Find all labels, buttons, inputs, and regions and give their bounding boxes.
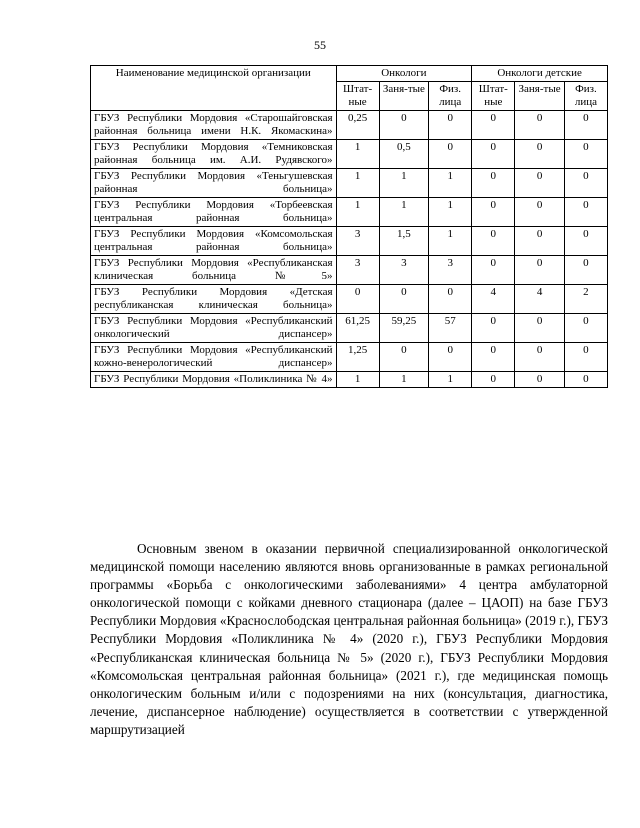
value-cell: 1: [336, 140, 379, 169]
table-row: [91, 111, 608, 140]
value-cell: 0: [515, 372, 565, 388]
staffing-table: [90, 65, 608, 388]
value-cell: 0: [515, 343, 565, 372]
organization-name-cell: ГБУЗ Республики Мордовия «Поликлиника № 4»: [91, 372, 337, 388]
subheader-occupied: Заня-тые: [379, 82, 429, 111]
value-cell: 0: [564, 111, 607, 140]
value-cell: 1,5: [379, 227, 429, 256]
subheader-persons: Физ. лица: [429, 82, 472, 111]
table-row: [91, 169, 608, 198]
organization-name-cell: ГБУЗ Республики Мордовия «Комсомольская центральная районная больница»: [91, 227, 337, 256]
value-cell: 0: [472, 111, 515, 140]
value-cell: 0: [429, 343, 472, 372]
subheader-persons: Физ. лица: [564, 82, 607, 111]
value-cell: 0: [429, 285, 472, 314]
value-cell: 1: [336, 372, 379, 388]
value-cell: 1,25: [336, 343, 379, 372]
value-cell: 1: [429, 372, 472, 388]
subheader-staff: Штат-ные: [336, 82, 379, 111]
organization-name-cell: ГБУЗ Республики Мордовия «Темниковская районная больница им. А.И. Рудявского»: [91, 140, 337, 169]
organization-name-cell: ГБУЗ Республики Мордовия «Старошайговская районная больница имени Н.К. Якомаскина»: [91, 111, 337, 140]
organization-name-cell: ГБУЗ Республики Мордовия «Торбеевская центральная районная больница»: [91, 198, 337, 227]
value-cell: 0: [515, 256, 565, 285]
value-cell: 0: [564, 140, 607, 169]
table-row: [91, 343, 608, 372]
table-row: [91, 198, 608, 227]
organization-name-cell: ГБУЗ Республики Мордовия «Республиканский онкологический диспансер»: [91, 314, 337, 343]
value-cell: 0: [515, 227, 565, 256]
organization-name-cell: ГБУЗ Республики Мордовия «Республиканский кожно-венерологический диспансер»: [91, 343, 337, 372]
value-cell: 0: [472, 227, 515, 256]
value-cell: 1: [429, 198, 472, 227]
value-cell: 0: [429, 140, 472, 169]
value-cell: 0: [564, 343, 607, 372]
value-cell: 0: [564, 169, 607, 198]
value-cell: 3: [429, 256, 472, 285]
value-cell: 0: [472, 198, 515, 227]
table-row: [91, 314, 608, 343]
value-cell: 0: [379, 343, 429, 372]
value-cell: 59,25: [379, 314, 429, 343]
value-cell: 1: [379, 198, 429, 227]
value-cell: 0: [472, 140, 515, 169]
value-cell: 1: [429, 169, 472, 198]
page-number: 55: [314, 38, 326, 52]
value-cell: 0: [564, 314, 607, 343]
subheader-staff: Штат-ные: [472, 82, 515, 111]
value-cell: 0: [472, 256, 515, 285]
value-cell: 0: [336, 285, 379, 314]
table-row: [91, 372, 608, 388]
value-cell: 1: [379, 372, 429, 388]
value-cell: 3: [379, 256, 429, 285]
table-row: [91, 285, 608, 314]
table-row: [91, 140, 608, 169]
organization-name-cell: ГБУЗ Республики Мордовия «Теньгушевская районная больница»: [91, 169, 337, 198]
value-cell: 1: [379, 169, 429, 198]
value-cell: 0: [564, 198, 607, 227]
value-cell: 61,25: [336, 314, 379, 343]
value-cell: 57: [429, 314, 472, 343]
value-cell: 0,25: [336, 111, 379, 140]
value-cell: 2: [564, 285, 607, 314]
value-cell: 0: [564, 227, 607, 256]
value-cell: 4: [472, 285, 515, 314]
value-cell: 0: [515, 111, 565, 140]
table-row: [91, 227, 608, 256]
value-cell: 0: [472, 169, 515, 198]
child-oncologists-group-header: Онкологи детские: [472, 66, 608, 82]
value-cell: 0: [515, 140, 565, 169]
organization-name-cell: ГБУЗ Республики Мордовия «Республиканская клиническая больница №5»: [91, 256, 337, 285]
oncologists-group-header: Онкологи: [336, 66, 472, 82]
subheader-occupied: Заня-тые: [515, 82, 565, 111]
org-column-header: Наименование медицинской организации: [91, 66, 337, 111]
organization-name-cell: ГБУЗ Республики Мордовия «Детская республиканская клиническая больница»: [91, 285, 337, 314]
value-cell: 0: [564, 372, 607, 388]
value-cell: 0: [379, 285, 429, 314]
value-cell: 0: [472, 343, 515, 372]
value-cell: 4: [515, 285, 565, 314]
value-cell: 0,5: [379, 140, 429, 169]
value-cell: 0: [472, 372, 515, 388]
value-cell: 1: [336, 198, 379, 227]
value-cell: 1: [336, 169, 379, 198]
table-row: [91, 256, 608, 285]
value-cell: 0: [515, 169, 565, 198]
value-cell: 0: [379, 111, 429, 140]
table-header-row: [91, 66, 608, 82]
value-cell: 3: [336, 227, 379, 256]
value-cell: 3: [336, 256, 379, 285]
value-cell: 0: [472, 314, 515, 343]
value-cell: 1: [429, 227, 472, 256]
body-paragraph: Основным звеном в оказании первичной специализированной онкологической медицинской помощи населению являются вновь организованные в рамках региональной программы «Борьба с онкологическими заболеваниями» 4 центра амбулаторной онкологической помощи с койками дневного стационара (далее – ЦАОП) на базе ГБУЗ Республики Мордовия «Краснослободская центральная районная больница» (2019 г.), ГБУЗ Республики Мордовия «Поликлиника № 4» (2020 г.), ГБУЗ Республики Мордовия «Республиканская клиническая больница № 5» (2020 г.), ГБУЗ Республики Мордовия «Комсомольская центральная районная больница» (2021 г.), где медицинская помощь онкологическим больным и/или с подозрениями на них (консультация, диагностика, лечение, диспансерное наблюдение) осуществляется в соответствии с утвержденной маршрутизацией: [90, 541, 608, 737]
value-cell: 0: [515, 314, 565, 343]
value-cell: 0: [564, 256, 607, 285]
value-cell: 0: [429, 111, 472, 140]
value-cell: 0: [515, 198, 565, 227]
